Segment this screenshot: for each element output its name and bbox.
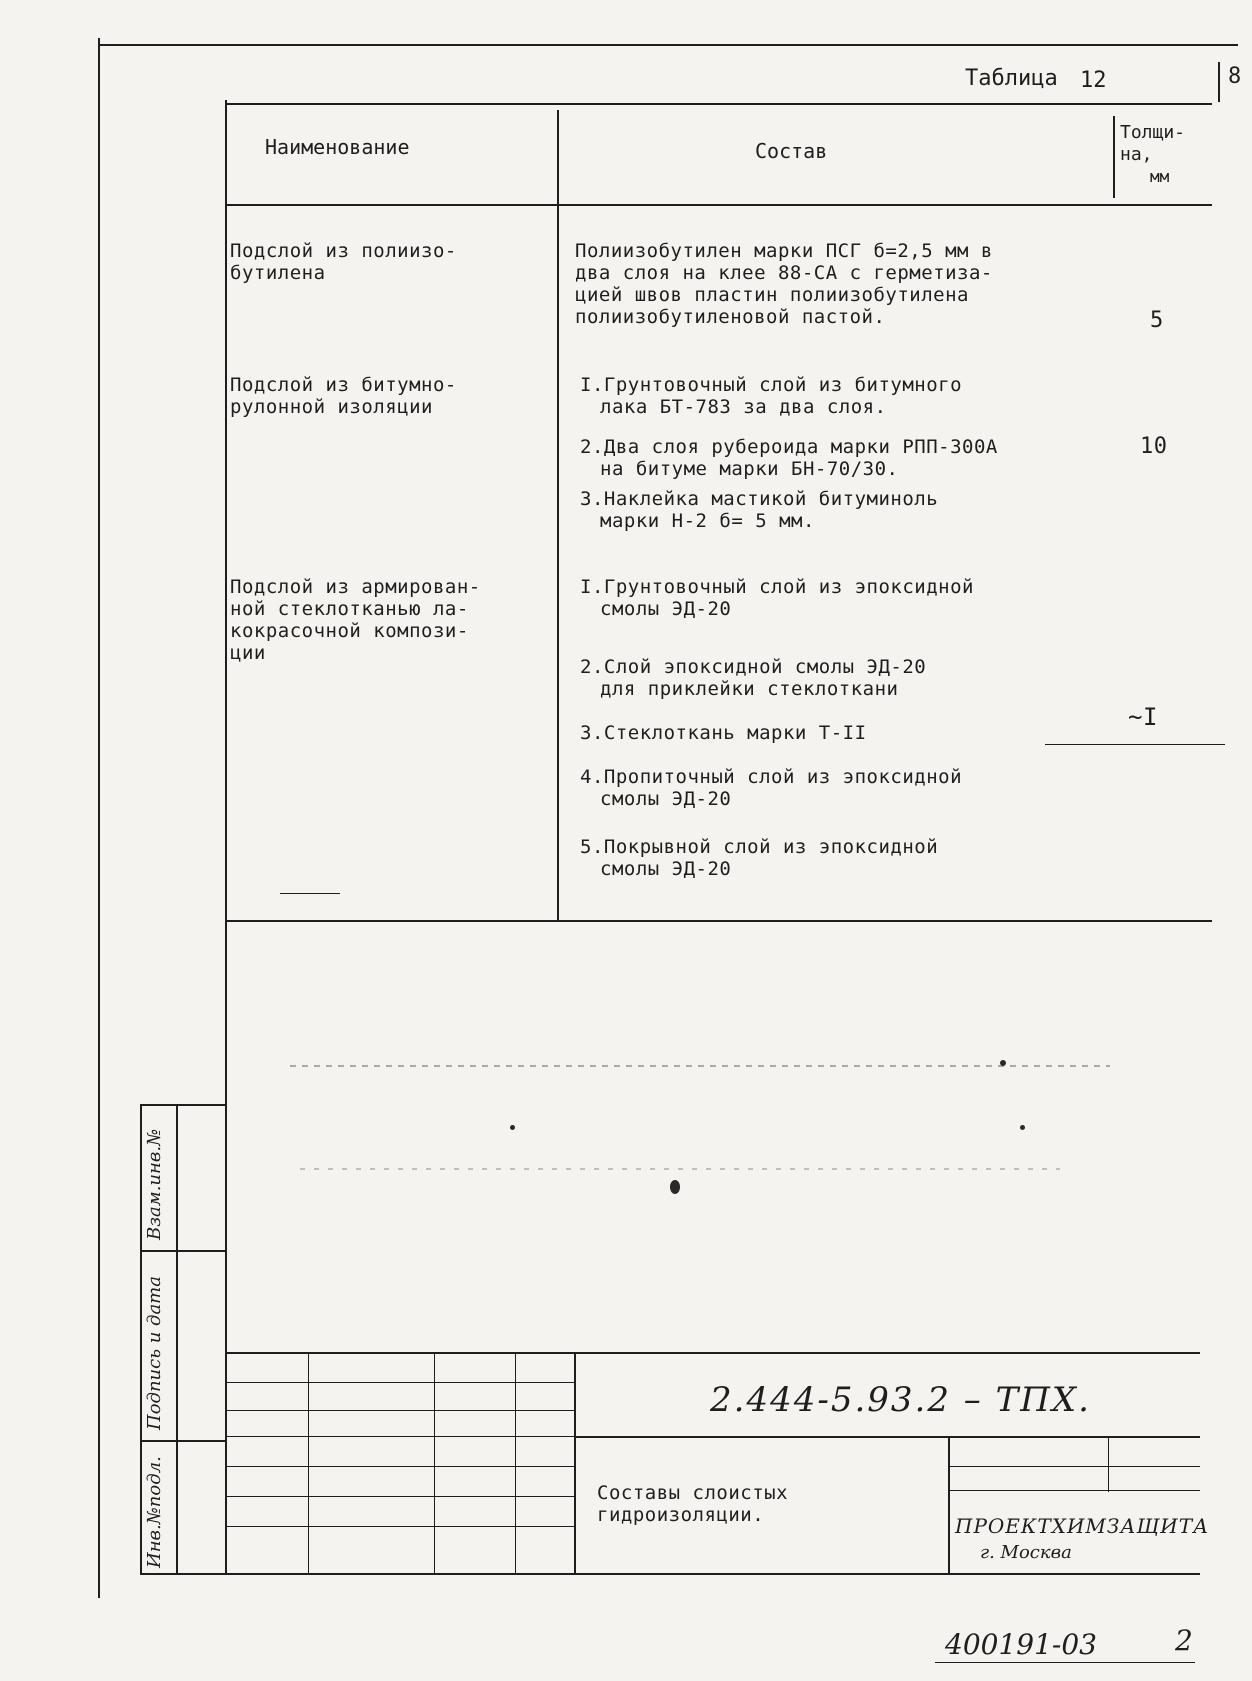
- title-block-bottom: [225, 1573, 1200, 1575]
- row-2-name-line-1: Подслой из битумно-: [230, 374, 457, 396]
- row-3-item-1-line-2: смолы ЭД-20: [600, 598, 732, 620]
- noise-band-2: [300, 1168, 1060, 1170]
- title-block-code-bottom: [574, 1436, 1200, 1438]
- column-header-thickness-1: Толщи-: [1120, 122, 1186, 143]
- table-label: Таблица: [965, 66, 1058, 91]
- grid-h-5: [225, 1496, 575, 1497]
- row-2-item-2-line-2: на битуме марки БН-70/30.: [600, 458, 899, 480]
- stamp-label-signature-date: Подпись и дата: [144, 1276, 165, 1430]
- stamp-col-left: [140, 1105, 142, 1575]
- column-header-thickness-2: на,: [1120, 144, 1153, 165]
- stamp-divider-1: [140, 1250, 227, 1252]
- table-number: 12: [1080, 68, 1107, 93]
- header-bottom-line: [227, 204, 1212, 206]
- row-1-name-line-1: Подслой из полиизо-: [230, 240, 457, 262]
- organization-name: ПРОЕКТХИМЗАЩИТА: [955, 1514, 1210, 1538]
- row-3-name-line-1: Подслой из армирован-: [230, 576, 481, 598]
- row-1-item-1-line-2: два слоя на клее 88-СА с герметиза-: [575, 262, 993, 284]
- grid-v-3: [515, 1352, 516, 1573]
- column-divider-2: [1113, 116, 1115, 198]
- stamp-bottom: [140, 1573, 227, 1575]
- row-1-item-1-line-3: цией швов пластин полиизобутилена: [575, 284, 969, 306]
- stage-grid-h-2: [948, 1490, 1200, 1491]
- document-code: 2.444-5.93.2 – ТПХ.: [710, 1380, 1091, 1420]
- table-bottom-line: [227, 920, 1212, 922]
- archive-number: 400191-03: [945, 1628, 1097, 1661]
- row-3-item-1-line-1: I.Грунтовочный слой из эпоксидной: [580, 576, 974, 598]
- thickness-underline: [1045, 744, 1225, 745]
- stage-grid-v-1: [1108, 1436, 1109, 1492]
- document-title-line-1: Составы слоистых: [597, 1482, 789, 1504]
- outer-left-border: [98, 38, 100, 1598]
- stray-dash: [280, 893, 340, 894]
- archive-page: 2: [1175, 1624, 1193, 1657]
- stamp-top: [140, 1104, 227, 1106]
- grid-v-2: [434, 1352, 435, 1573]
- grid-h-4: [225, 1466, 575, 1467]
- corner-divider: [1218, 62, 1220, 102]
- row-2-item-2-line-1: 2.Два слоя рубероида марки РПП-300А: [580, 436, 998, 458]
- organization-city: г. Москва: [980, 1542, 1072, 1563]
- column-divider-1: [557, 110, 559, 920]
- speck-1: [1000, 1060, 1006, 1066]
- row-3-item-2-line-1: 2.Слой эпоксидной смолы ЭД-20: [580, 656, 927, 678]
- row-1-thickness: 5: [1150, 308, 1164, 333]
- corner-number: 8: [1228, 64, 1242, 89]
- grid-h-3: [225, 1436, 575, 1437]
- speck-3: [510, 1125, 515, 1130]
- row-2-item-1-line-2: лака БТ-783 за два слоя.: [600, 396, 887, 418]
- row-2-item-1-line-1: I.Грунтовочный слой из битумного: [580, 374, 963, 396]
- document-title-line-2: гидроизоляции.: [597, 1504, 765, 1526]
- row-1-name-line-2: бутилена: [230, 262, 326, 284]
- speck-2: [1020, 1125, 1025, 1130]
- row-2-thickness: 10: [1140, 434, 1168, 459]
- row-3-name-line-2: ной стеклотканью ла-: [230, 598, 469, 620]
- row-2-item-3-line-1: 3.Наклейка мастикой битуминоль: [580, 488, 939, 510]
- row-2-name-line-2: рулонной изоляции: [230, 396, 433, 418]
- title-block-div-org: [948, 1436, 950, 1575]
- stage-grid-h-1: [948, 1466, 1200, 1467]
- row-3-thickness: ~I: [1128, 703, 1158, 731]
- noise-band-1: [290, 1065, 1110, 1067]
- grid-h-1: [225, 1382, 575, 1383]
- row-3-item-4-line-1: 4.Пропиточный слой из эпоксидной: [580, 766, 963, 788]
- row-2-item-3-line-2: марки Н-2 б= 5 мм.: [600, 510, 815, 532]
- grid-h-6: [225, 1526, 575, 1527]
- row-3-name-line-4: ции: [230, 642, 266, 664]
- stamp-label-replace-inv: Взам.инв.№: [144, 1128, 165, 1240]
- stamp-col-mid: [176, 1105, 178, 1575]
- table-top-line: [227, 103, 1212, 105]
- stamp-label-inv-original: Инв.№подл.: [144, 1456, 165, 1568]
- archive-underline: [935, 1662, 1195, 1663]
- row-1-item-1-line-4: полиизобутиленовой пастой.: [575, 306, 886, 328]
- row-3-item-5-line-1: 5.Покрывной слой из эпоксидной: [580, 836, 939, 858]
- row-3-name-line-3: кокрасочной компози-: [230, 620, 469, 642]
- row-3-item-2-line-2: для приклейки стеклоткани: [600, 678, 899, 700]
- grid-v-1: [308, 1352, 309, 1573]
- row-3-item-5-line-2: смолы ЭД-20: [600, 858, 732, 880]
- outer-top-border: [98, 44, 1238, 46]
- column-header-thickness-3: мм: [1150, 167, 1170, 186]
- ink-blot: [670, 1180, 680, 1194]
- grid-h-2: [225, 1410, 575, 1411]
- row-3-item-4-line-2: смолы ЭД-20: [600, 788, 732, 810]
- column-header-name: Наименование: [265, 135, 410, 159]
- row-3-item-3-line-1: 3.Стеклоткань марки Т-II: [580, 722, 867, 744]
- stamp-divider-2: [140, 1440, 227, 1442]
- title-block-div-main: [574, 1352, 576, 1575]
- title-block-top: [225, 1352, 1200, 1354]
- row-1-item-1-line-1: Полиизобутилен марки ПСГ б=2,5 мм в: [575, 240, 993, 262]
- column-header-composition: Состав: [755, 139, 828, 163]
